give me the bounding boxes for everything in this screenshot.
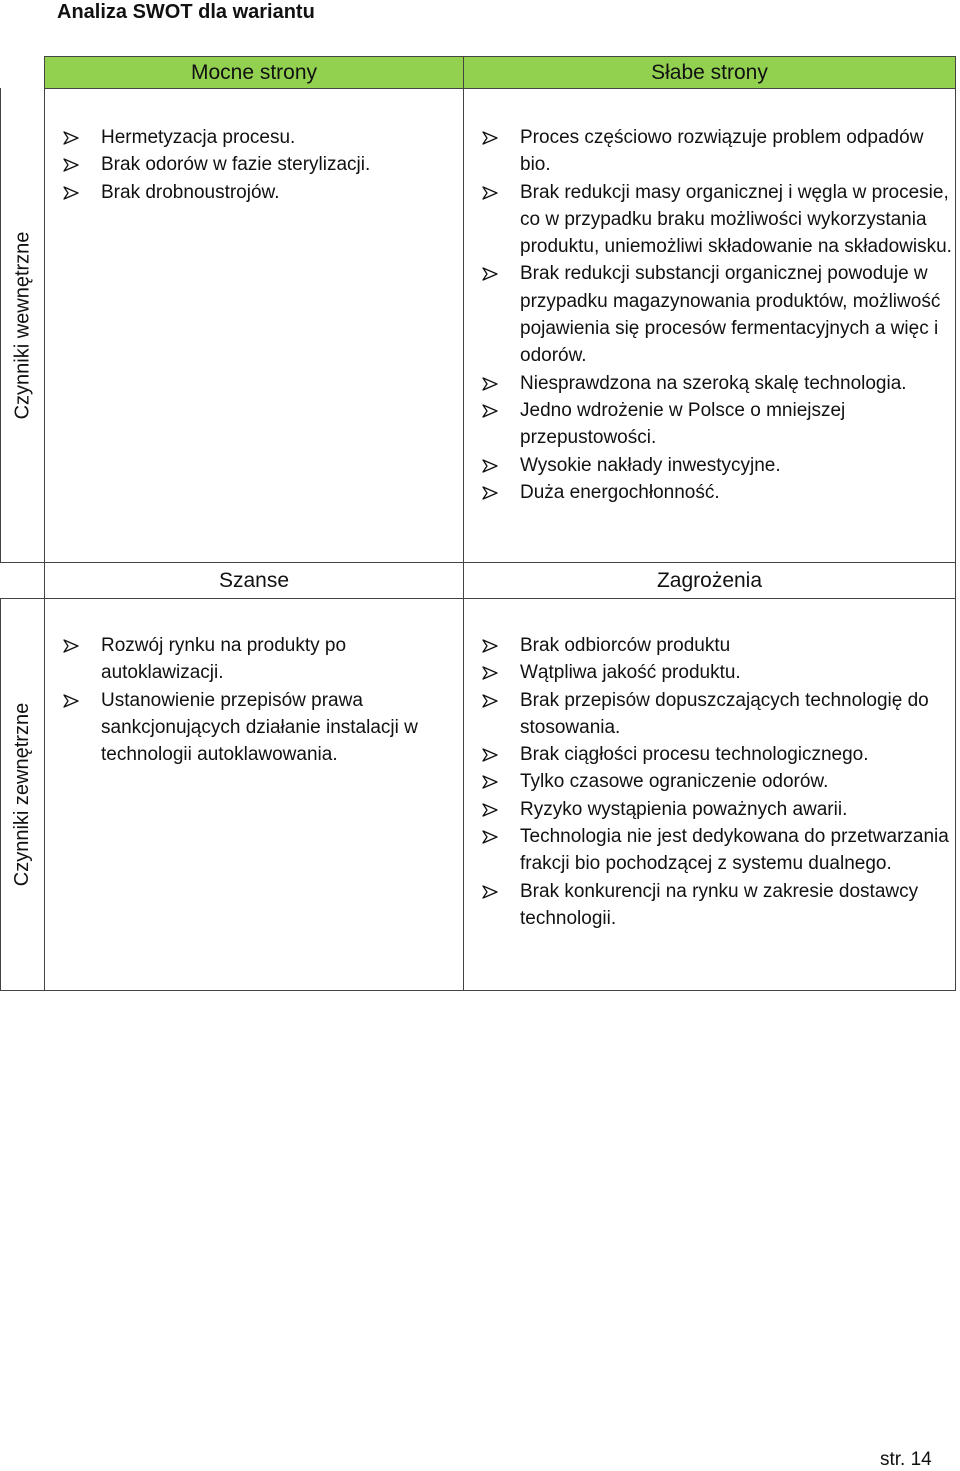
arrowhead-bullet-icon <box>482 659 502 680</box>
list-item <box>476 260 952 369</box>
list-item-text: Technologia nie jest dedykowana do przetwarzania frakcji bio pochodzącej z systemu dualnego. <box>520 826 949 875</box>
list-item-text: Brak ciągłości procesu technologicznego. <box>520 744 869 766</box>
header-threats-label: Zagrożenia <box>656 568 763 592</box>
header-opportunities-label: Szanse <box>218 568 290 592</box>
list-item <box>476 823 952 878</box>
arrowhead-bullet-icon <box>63 179 83 200</box>
table-line-right <box>955 56 956 991</box>
header-opportunities <box>45 563 463 598</box>
list-item-text: Brak drobnoustrojów. <box>101 181 280 203</box>
arrowhead-bullet-icon <box>63 151 83 172</box>
side-label-internal <box>1 89 44 562</box>
arrowhead-bullet-icon <box>482 741 502 762</box>
arrowhead-bullet-icon <box>482 124 502 145</box>
list-item-text: Brak odbiorców produktu <box>520 635 731 656</box>
page-number: str. 14 <box>880 1449 932 1470</box>
threats-list <box>476 632 952 932</box>
arrowhead-bullet-icon <box>482 260 502 281</box>
arrowhead-bullet-icon <box>482 452 502 473</box>
arrowhead-bullet-icon <box>482 632 502 653</box>
arrowhead-bullet-icon <box>482 479 502 500</box>
header-threats <box>464 563 955 598</box>
list-item <box>476 768 952 795</box>
list-item-text: Proces częściowo rozwiązuje problem odpadów bio. <box>520 127 924 176</box>
list-item-text: Brak konkurencji na rynku w zakresie dostawcy technologii. <box>520 880 919 929</box>
list-item-text: Brak przepisów dopuszczających technologię do stosowania. <box>520 689 929 738</box>
arrowhead-bullet-icon <box>63 632 83 653</box>
list-item-text: Tylko czasowe ograniczenie odorów. <box>520 771 829 793</box>
arrowhead-bullet-icon <box>482 878 502 899</box>
list-item-text: Brak odorów w fazie sterylizacji. <box>101 154 371 176</box>
list-item-text: Ustanowienie przepisów prawa sankcjonujących działanie instalacji w technologii autoklawowania. <box>101 689 418 766</box>
table-line-label-column <box>44 56 45 991</box>
list-item <box>57 124 457 151</box>
header-strengths-label: Mocne strony <box>190 60 318 84</box>
side-label-internal-text: Czynniki wewnętrzne <box>11 231 34 420</box>
list-item-text: Jedno wdrożenie w Polsce o mniejszej przepustowości. <box>520 399 846 449</box>
list-item-text: Hermetyzacja procesu. <box>101 127 296 148</box>
table-line-bottom <box>0 990 956 991</box>
list-item <box>476 741 952 768</box>
list-item <box>476 479 952 506</box>
list-item <box>476 796 952 823</box>
arrowhead-bullet-icon <box>482 796 502 817</box>
list-item <box>476 452 952 479</box>
list-item <box>476 124 952 179</box>
list-item <box>476 397 952 452</box>
arrowhead-bullet-icon <box>63 124 83 145</box>
weaknesses-list <box>476 124 952 506</box>
header-weaknesses <box>464 57 955 88</box>
list-item <box>476 179 952 261</box>
list-item-text: Duża energochłonność. <box>520 481 720 503</box>
list-item <box>476 370 952 397</box>
document-title: Analiza SWOT dla wariantu <box>57 1 315 23</box>
list-item-text: Rozwój rynku na produkty po autoklawizacji. <box>101 635 347 684</box>
side-label-external <box>1 599 44 990</box>
arrowhead-bullet-icon <box>482 768 502 789</box>
arrowhead-bullet-icon <box>482 370 502 391</box>
table-line-center <box>463 56 464 991</box>
list-item <box>476 659 952 686</box>
table-line-middle-bottom <box>0 598 956 599</box>
table-line-header-bottom <box>44 88 956 89</box>
list-item <box>57 179 457 206</box>
arrowhead-bullet-icon <box>482 687 502 708</box>
side-label-external-text: Czynniki zewnętrzne <box>11 702 34 887</box>
arrowhead-bullet-icon <box>482 179 502 200</box>
list-item <box>57 687 457 769</box>
list-item-text: Brak redukcji masy organicznej i węgla w procesie, co w przypadku braku możliwości wykorzystania produktu, uniemożliwi składowanie na składowisku. <box>520 181 952 258</box>
arrowhead-bullet-icon <box>63 687 83 708</box>
list-item <box>476 632 952 659</box>
strengths-list <box>57 124 457 206</box>
list-item <box>476 878 952 933</box>
list-item-text: Niesprawdzona na szeroką skalę technologia. <box>520 372 907 394</box>
list-item-text: Brak redukcji substancji organicznej powoduje w przypadku magazynowania produktów, możliwość pojawienia się procesów fermentacyjnych a więc i odorów. <box>520 263 941 367</box>
arrowhead-bullet-icon <box>482 823 502 844</box>
header-strengths <box>45 57 463 88</box>
list-item <box>57 632 457 687</box>
list-item-text: Wątpliwa jakość produktu. <box>520 662 741 684</box>
opportunities-list <box>57 632 457 768</box>
arrowhead-bullet-icon <box>482 397 502 418</box>
list-item-text: Wysokie nakłady inwestycyjne. <box>520 454 781 476</box>
header-weaknesses-label: Słabe strony <box>651 60 768 84</box>
list-item <box>476 687 952 742</box>
list-item-text: Ryzyko wystąpienia poważnych awarii. <box>520 798 848 820</box>
list-item <box>57 151 457 178</box>
